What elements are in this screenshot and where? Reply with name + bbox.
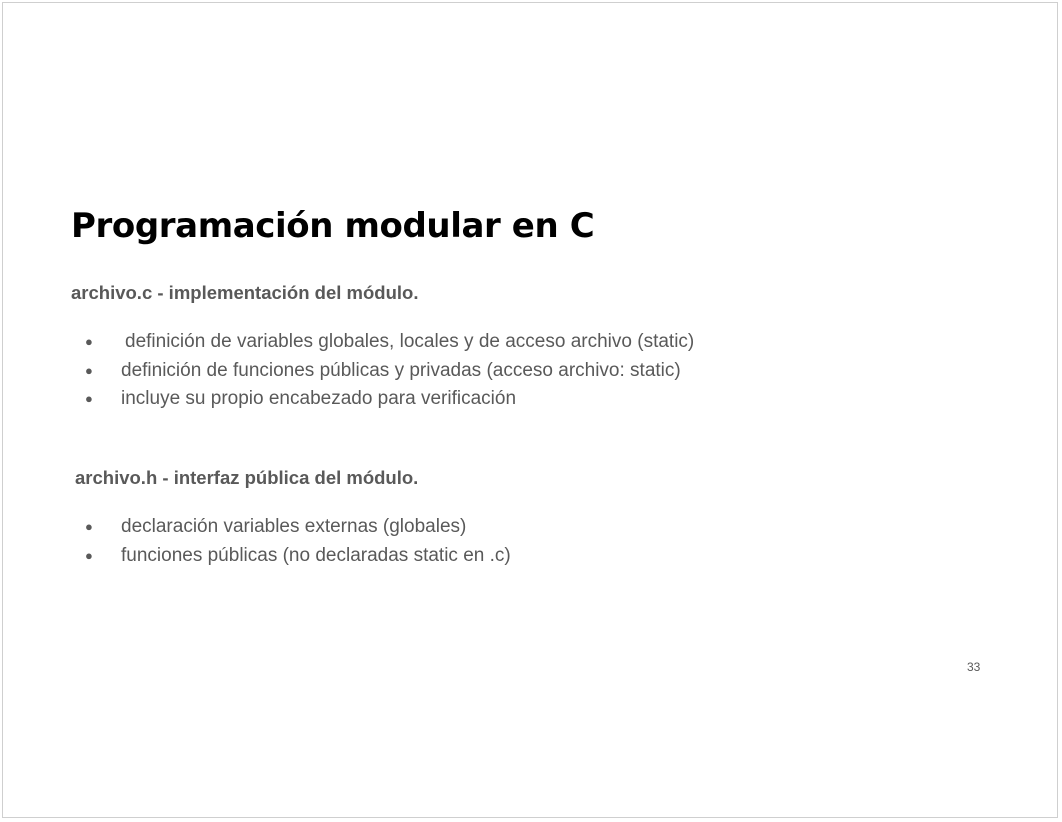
list-item-text: funciones públicas (no declaradas static en .c) — [121, 544, 511, 566]
bullet-icon: ● — [85, 391, 93, 406]
bullet-icon: ● — [85, 519, 93, 534]
bullet-icon: ● — [85, 334, 93, 349]
list-item-text: definición de variables globales, locales y de acceso archivo (static) — [125, 331, 695, 352]
page-number: 33 — [967, 660, 981, 674]
slide — [2, 2, 1058, 818]
list-item-text: definición de funciones públicas y privadas (acceso archivo: static) — [121, 359, 681, 381]
list-item-text: incluye su propio encabezado para verificación — [121, 388, 517, 409]
section-heading-archivo-c: archivo.c - implementación del módulo. — [71, 282, 419, 303]
slide-title: Programación modular en C — [71, 206, 595, 246]
bullet-icon: ● — [85, 547, 93, 563]
section-heading-archivo-h: archivo.h - interfaz pública del módulo. — [75, 467, 419, 488]
bullet-icon: ● — [85, 362, 93, 378]
list-item-text: declaración variables externas (globales) — [121, 516, 467, 537]
